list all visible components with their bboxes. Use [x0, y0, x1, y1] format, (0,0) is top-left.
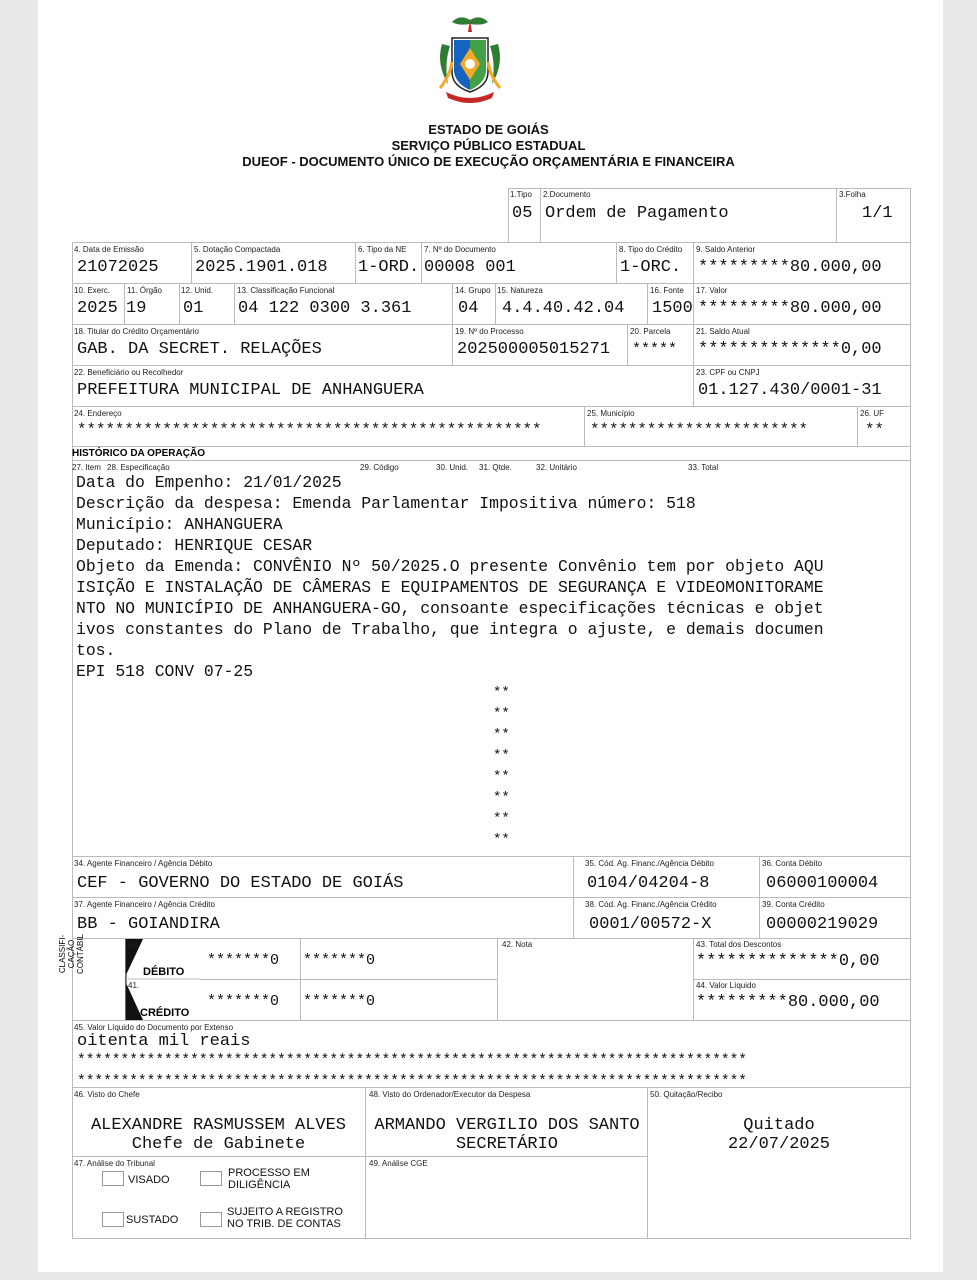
tipo-credito-value: 1-ORC.: [620, 258, 682, 277]
ordenador-nome: ARMANDO VERGILIO DOS SANTO: [374, 1116, 640, 1135]
endereco-value: *************************************************: [77, 421, 542, 439]
historico-line: Descrição da despesa: Emenda Parlamentar Impositiva número: 518: [76, 494, 696, 513]
diligencia-label: PROCESSO EM DILIGÊNCIA: [228, 1167, 310, 1191]
saldo-atual-value: **************0,00: [698, 340, 882, 359]
exerc-value: 2025: [77, 299, 118, 318]
tipo-credito-label: 8. Tipo do Crédito: [619, 245, 683, 254]
filler-stars: **: [493, 811, 510, 827]
saldo-anterior-value: *********80.000,00: [698, 258, 882, 277]
coat-of-arms-emblem: [430, 14, 510, 106]
tipo-label: 1.Tipo: [510, 190, 532, 199]
natureza-value: 4.4.40.42.04: [502, 299, 625, 318]
credito-value-1: *******0: [207, 993, 280, 1010]
uf-value: **: [865, 421, 884, 439]
exerc-label: 10. Exerc.: [74, 286, 111, 295]
header-state: ESTADO DE GOIÁS: [428, 122, 549, 137]
unid-value: 01: [183, 299, 204, 318]
debito-value-1: *******0: [207, 952, 280, 969]
conta-credito-value: 00000219029: [766, 915, 879, 934]
agente-debito-label: 34. Agente Financeiro / Agência Débito: [74, 859, 213, 868]
quitacao-label: 50. Quitação/Recibo: [650, 1090, 723, 1099]
historico-line: tos.: [76, 641, 116, 660]
col-total: 33. Total: [688, 463, 719, 472]
chefe-nome: ALEXANDRE RASMUSSEM ALVES: [90, 1116, 347, 1135]
header-document-title: DUEOF - DOCUMENTO ÚNICO DE EXECUÇÃO ORÇAMENTÁRIA E FINANCEIRA: [242, 154, 735, 169]
folha-label: 3.Folha: [839, 190, 866, 199]
diligencia-checkbox[interactable]: [200, 1171, 222, 1186]
valor-label: 17. Valor: [696, 286, 728, 295]
visado-checkbox[interactable]: [102, 1171, 124, 1186]
orgao-value: 19: [126, 299, 147, 318]
fonte-value: 1500: [652, 299, 693, 318]
quitado-date: 22/07/2025: [727, 1135, 831, 1154]
unid-label: 12. Unid.: [181, 286, 214, 295]
analise-cge-label: 49. Análise CGE: [369, 1159, 428, 1168]
agente-credito-value: BB - GOIANDIRA: [77, 915, 220, 934]
fonte-label: 16. Fonte: [650, 286, 684, 295]
saldo-anterior-label: 9. Saldo Anterior: [696, 245, 756, 254]
visto-ordenador-label: 48. Visto do Ordenador/Executor da Despesa: [369, 1090, 531, 1099]
municipio-label: 25. Município: [587, 409, 635, 418]
historico-line: Data do Empenho: 21/01/2025: [76, 473, 342, 492]
conta-debito-value: 06000100004: [766, 874, 879, 893]
col-especificacao: 28. Especificação: [107, 463, 170, 472]
filler-stars: **: [493, 706, 510, 722]
total-descontos-label: 43. Total dos Descontos: [696, 940, 782, 949]
filler-stars: **: [493, 685, 510, 701]
conta-credito-label: 39. Conta Crédito: [762, 900, 825, 909]
field-41-label: 41.: [128, 981, 140, 990]
data-emissao-value: 21072025: [77, 258, 159, 277]
historico-line: ISIÇÃO E INSTALAÇÃO DE CÂMERAS E EQUIPAMENTOS DE SEGURANÇA E VIDEOMONITORAME: [76, 578, 824, 597]
filler-stars: **: [493, 769, 510, 785]
filler-stars: **: [493, 727, 510, 743]
processo-label: 19. Nº do Processo: [455, 327, 524, 336]
chefe-cargo: Chefe de Gabinete: [131, 1135, 306, 1154]
documento-value: Ordem de Pagamento: [545, 204, 729, 223]
titular-label: 18. Titular do Crédito Orçamentário: [74, 327, 199, 336]
debito-value-2: *******0: [303, 952, 376, 969]
historico-line: Deputado: HENRIQUE CESAR: [76, 536, 313, 555]
tipo-value: 05: [512, 204, 533, 223]
visado-label: VISADO: [128, 1174, 170, 1186]
col-unitario: 32. Unitário: [536, 463, 577, 472]
historico-line: ivos constantes do Plano de Trabalho, que integra o ajuste, e demais documen: [76, 620, 824, 639]
processo-value: 202500005015271: [457, 340, 611, 359]
header-service: SERVIÇO PÚBLICO ESTADUAL: [391, 138, 586, 153]
historico-line: Município: ANHANGUERA: [76, 515, 283, 534]
col-item: 27. Item: [72, 463, 101, 472]
beneficiario-label: 22. Beneficiário ou Recolhedor: [74, 368, 184, 377]
natureza-label: 15. Natureza: [497, 286, 543, 295]
uf-label: 26. UF: [860, 409, 885, 418]
extenso-stars-1: *****************************************************************************: [77, 1053, 748, 1069]
class-func-value: 04 122 0300 3.361: [238, 299, 412, 318]
cpf-value: 01.127.430/0001-31: [698, 381, 882, 400]
historico-line: NTO NO MUNICÍPIO DE ANHANGUERA-GO, consoante especificações técnicas e objet: [76, 599, 824, 618]
sustado-label: SUSTADO: [126, 1214, 179, 1226]
cod-debito-value: 0104/04204-8: [587, 874, 710, 893]
debito-label: DÉBITO: [143, 966, 185, 978]
filler-stars: **: [493, 748, 510, 764]
agente-debito-value: CEF - GOVERNO DO ESTADO DE GOIÁS: [77, 874, 404, 893]
filler-stars: **: [493, 790, 510, 806]
parcela-value: *****: [632, 341, 678, 358]
parcela-label: 20. Parcela: [630, 327, 671, 336]
registro-checkbox[interactable]: [200, 1212, 222, 1227]
municipio-value: ***********************: [590, 421, 809, 439]
credito-label: CRÉDITO: [140, 1007, 190, 1019]
folha-value: 1/1: [862, 204, 893, 223]
beneficiario-value: PREFEITURA MUNICIPAL DE ANHANGUERA: [77, 381, 424, 400]
dotacao-value: 2025.1901.018: [195, 258, 328, 277]
cod-credito-label: 38. Cód. Ag. Financ./Agência Crédito: [585, 900, 717, 909]
valor-value: *********80.000,00: [698, 299, 882, 318]
col-codigo: 29. Código: [360, 463, 399, 472]
extenso-value: oitenta mil reais: [77, 1032, 251, 1051]
historico-line: Objeto da Emenda: CONVÊNIO Nº 50/2025.O presente Convênio tem por objeto AQU: [76, 557, 824, 576]
extenso-stars-2: *****************************************************************************: [77, 1074, 748, 1090]
tipo-ne-value: 1-ORD.: [358, 258, 420, 277]
class-func-label: 13. Classificação Funcional: [237, 286, 335, 295]
analise-tribunal-label: 47. Análise do Tribunal: [74, 1159, 155, 1168]
documento-label: 2.Documento: [543, 190, 591, 199]
total-descontos-value: **************0,00: [696, 952, 880, 971]
field-40-label: 40.: [128, 940, 140, 949]
grupo-label: 14. Grupo: [455, 286, 491, 295]
data-emissao-label: 4. Data de Emissão: [74, 245, 144, 254]
grupo-value: 04: [458, 299, 479, 318]
num-doc-value: 00008 001: [424, 258, 516, 277]
agente-credito-label: 37. Agente Financeiro / Agência Crédito: [74, 900, 215, 909]
valor-liquido-value: *********80.000,00: [696, 993, 880, 1012]
quitado-text: Quitado: [743, 1116, 815, 1135]
visto-chefe-label: 46. Visto do Chefe: [74, 1090, 140, 1099]
dotacao-label: 5. Dotação Compactada: [194, 245, 281, 254]
tipo-ne-label: 6. Tipo da NE: [358, 245, 407, 254]
endereco-label: 24. Endereço: [74, 409, 122, 418]
ordenador-cargo: SECRETÁRIO: [455, 1135, 559, 1154]
col-unid: 30. Unid.: [436, 463, 469, 472]
titular-value: GAB. DA SECRET. RELAÇÕES: [77, 340, 322, 359]
historico-title: HISTÓRICO DA OPERAÇÃO: [72, 448, 205, 459]
classificacao-contabil-label: CLASSIFI- CAÇÃO CONTÁBIL: [58, 934, 85, 975]
cod-credito-value: 0001/00572-X: [589, 915, 712, 934]
cod-debito-label: 35. Cód. Ag. Financ./Agência Débito: [585, 859, 714, 868]
filler-stars: **: [493, 832, 510, 848]
extenso-label: 45. Valor Líquido do Documento por Extenso: [74, 1023, 234, 1032]
valor-liquido-label: 44. Valor Líquido: [696, 981, 756, 990]
col-qtde: 31. Qtde.: [479, 463, 512, 472]
registro-label: SUJEITO A REGISTRO NO TRIB. DE CONTAS: [227, 1206, 343, 1230]
nota-label: 42. Nota: [502, 940, 533, 949]
sustado-checkbox[interactable]: [102, 1212, 124, 1227]
saldo-atual-label: 21. Saldo Atual: [696, 327, 750, 336]
num-doc-label: 7. Nº do Documento: [424, 245, 496, 254]
orgao-label: 11. Órgão: [127, 286, 162, 295]
historico-line: EPI 518 CONV 07-25: [76, 662, 254, 681]
conta-debito-label: 36. Conta Débito: [762, 859, 823, 868]
cpf-label: 23. CPF ou CNPJ: [696, 368, 760, 377]
credito-value-2: *******0: [303, 993, 376, 1010]
